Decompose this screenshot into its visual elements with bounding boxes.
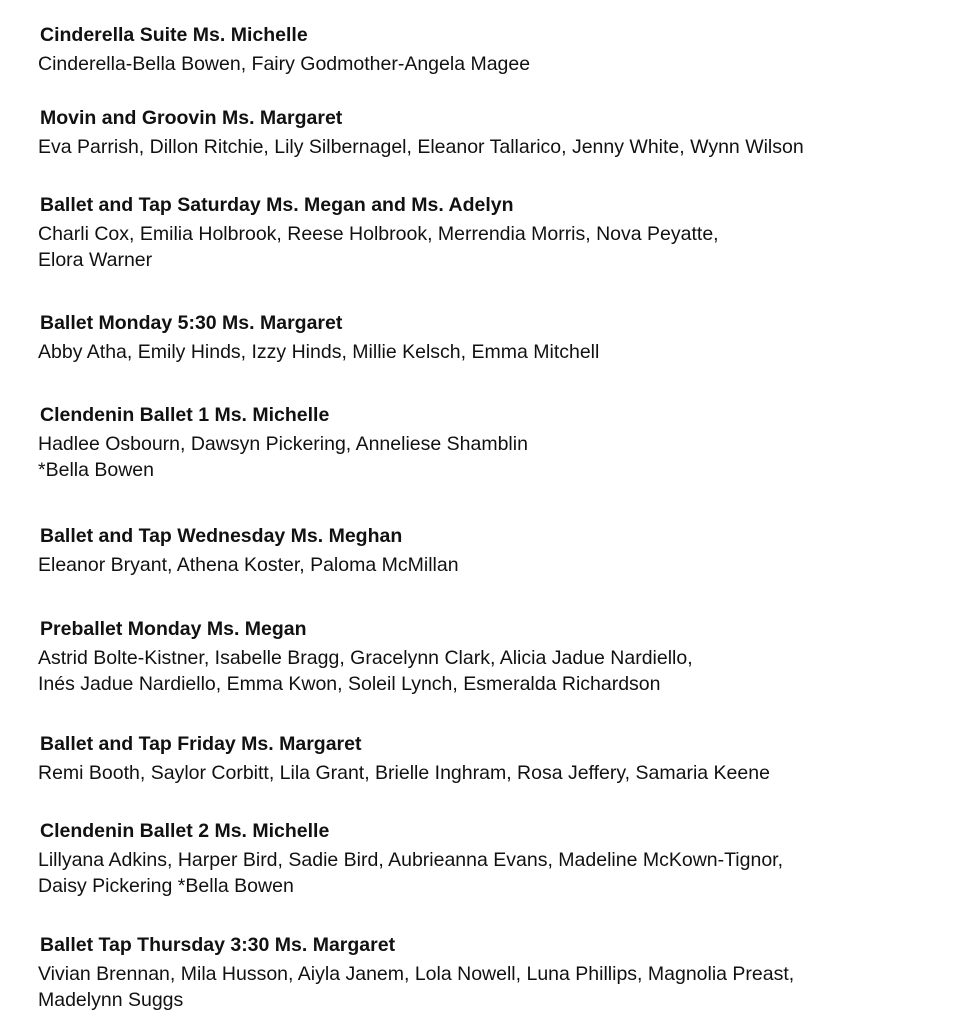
cast-line: Vivian Brennan, Mila Husson, Aiyla Janem, Lola Nowell, Luna Phillips, Magnolia Preast, [38, 963, 795, 985]
class-block [38, 106, 938, 160]
class-block [38, 933, 938, 1013]
class-heading: Clendenin Ballet 2 Ms. Michelle [40, 820, 330, 842]
cast-list [38, 961, 938, 1013]
cast-list [38, 134, 938, 160]
cast-list [38, 847, 938, 899]
cast-list [38, 552, 938, 578]
class-heading: Ballet and Tap Wednesday Ms. Meghan [40, 525, 403, 547]
class-heading: Ballet Tap Thursday 3:30 Ms. Margaret [40, 934, 396, 956]
cast-line: Abby Atha, Emily Hinds, Izzy Hinds, Millie Kelsch, Emma Mitchell [38, 341, 600, 363]
cast-line: Elora Warner [38, 249, 153, 271]
class-heading: Ballet and Tap Saturday Ms. Megan and Ms. Adelyn [40, 194, 514, 216]
cast-line: Charli Cox, Emilia Holbrook, Reese Holbrook, Merrendia Morris, Nova Peyatte, [38, 223, 719, 245]
cast-list [38, 431, 938, 483]
class-heading: Movin and Groovin Ms. Margaret [40, 107, 343, 129]
class-block [38, 732, 938, 786]
cast-line: Daisy Pickering *Bella Bowen [38, 875, 294, 897]
cast-list [38, 645, 938, 697]
cast-list [38, 760, 938, 786]
class-heading: Ballet and Tap Friday Ms. Margaret [40, 733, 362, 755]
cast-line: *Bella Bowen [38, 459, 154, 481]
class-block [38, 23, 938, 77]
cast-line: Inés Jadue Nardiello, Emma Kwon, Soleil Lynch, Esmeralda Richardson [38, 673, 661, 695]
class-heading: Clendenin Ballet 1 Ms. Michelle [40, 404, 330, 426]
cast-line: Lillyana Adkins, Harper Bird, Sadie Bird, Aubrieanna Evans, Madeline McKown-Tignor, [38, 849, 783, 871]
class-block [38, 524, 938, 578]
cast-line: Cinderella-Bella Bowen, Fairy Godmother-Angela Magee [38, 53, 531, 75]
cast-line: Madelynn Suggs [38, 989, 184, 1011]
cast-line: Astrid Bolte-Kistner, Isabelle Bragg, Gracelynn Clark, Alicia Jadue Nardiello, [38, 647, 693, 669]
class-block [38, 403, 938, 483]
cast-line: Eleanor Bryant, Athena Koster, Paloma McMillan [38, 554, 459, 576]
cast-line: Remi Booth, Saylor Corbitt, Lila Grant, Brielle Inghram, Rosa Jeffery, Samaria Keene [38, 762, 770, 784]
cast-list [38, 221, 938, 273]
class-heading: Ballet Monday 5:30 Ms. Margaret [40, 312, 343, 334]
cast-list [38, 51, 938, 77]
cast-list [38, 339, 938, 365]
cast-line: Hadlee Osbourn, Dawsyn Pickering, Anneliese Shamblin [38, 433, 528, 455]
class-block [38, 193, 938, 273]
class-heading: Preballet Monday Ms. Megan [40, 618, 307, 640]
cast-line: Eva Parrish, Dillon Ritchie, Lily Silbernagel, Eleanor Tallarico, Jenny White, Wynn Wilson [38, 136, 804, 158]
class-block [38, 311, 938, 365]
class-heading: Cinderella Suite Ms. Michelle [40, 24, 308, 46]
class-block [38, 617, 938, 697]
class-block [38, 819, 938, 899]
